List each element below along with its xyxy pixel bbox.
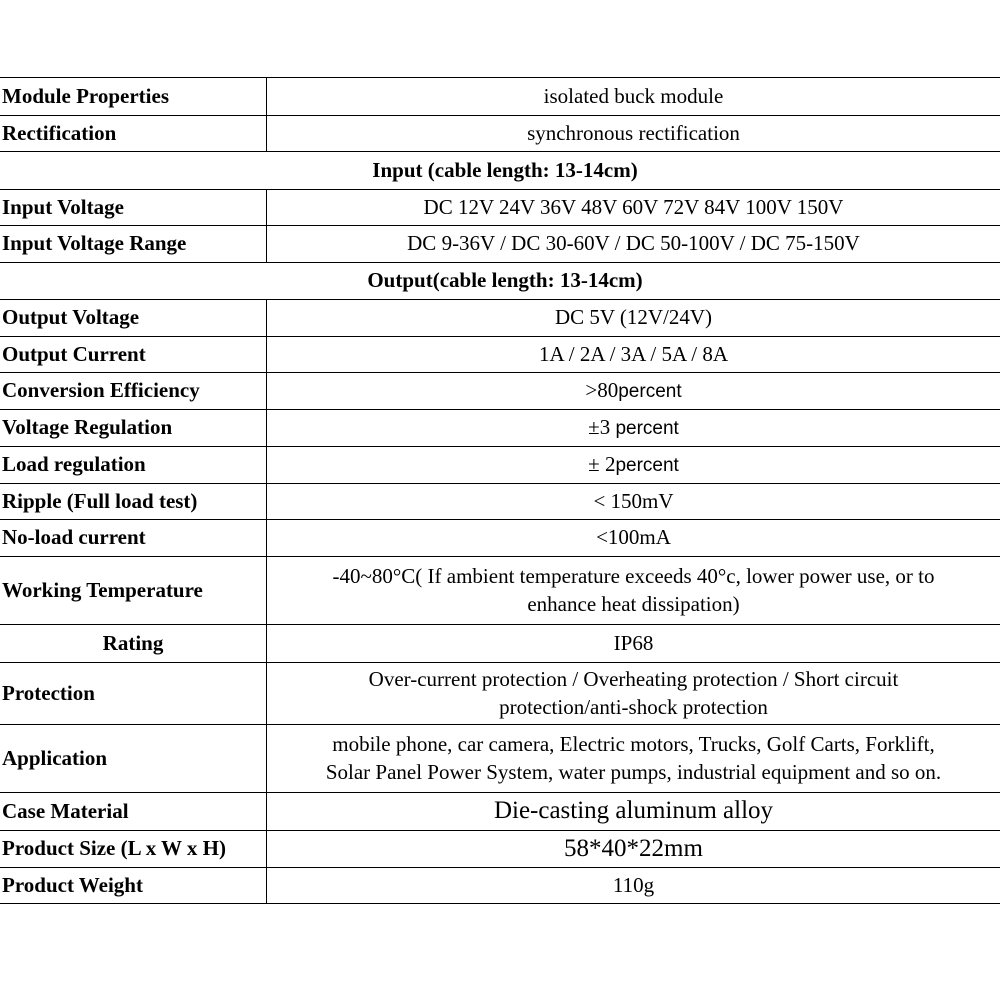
row-input-voltage-range bbox=[0, 226, 1000, 263]
load-regulation-unit: percent bbox=[615, 455, 679, 477]
voltage-regulation-unit: percent bbox=[615, 418, 679, 440]
row-product-size bbox=[0, 831, 1000, 868]
working-temperature-line2: enhance heat dissipation) bbox=[527, 591, 740, 616]
value-module-properties: isolated buck module bbox=[267, 78, 1000, 116]
label-no-load-current: No-load current bbox=[0, 520, 267, 557]
label-product-size: Product Size (L x W x H) bbox=[0, 831, 267, 868]
row-load-regulation bbox=[0, 447, 1000, 484]
row-voltage-regulation bbox=[0, 410, 1000, 447]
label-rating: Rating bbox=[0, 625, 267, 663]
row-output-current bbox=[0, 337, 1000, 373]
label-ripple: Ripple (Full load test) bbox=[0, 484, 267, 520]
row-working-temperature bbox=[0, 557, 1000, 625]
label-application: Application bbox=[0, 725, 267, 793]
value-product-size: 58*40*22mm bbox=[267, 831, 1000, 868]
value-application bbox=[267, 725, 1000, 793]
value-input-voltage-range: DC 9-36V / DC 30-60V / DC 50-100V / DC 75-150V bbox=[267, 226, 1000, 263]
row-product-weight bbox=[0, 868, 1000, 904]
value-conversion-efficiency bbox=[267, 373, 1000, 410]
protection-line2: protection/anti-shock protection bbox=[499, 694, 768, 719]
section-input-header bbox=[0, 152, 1000, 190]
row-no-load-current bbox=[0, 520, 1000, 557]
row-ripple bbox=[0, 484, 1000, 520]
label-output-current: Output Current bbox=[0, 337, 267, 373]
value-working-temperature bbox=[267, 557, 1000, 625]
value-output-current: 1A / 2A / 3A / 5A / 8A bbox=[267, 337, 1000, 373]
value-output-voltage: DC 5V (12V/24V) bbox=[267, 300, 1000, 337]
row-conversion-efficiency bbox=[0, 373, 1000, 410]
conversion-efficiency-number: >80 bbox=[585, 378, 619, 403]
application-line2: Solar Panel Power System, water pumps, industrial equipment and so on. bbox=[325, 759, 942, 784]
label-case-material: Case Material bbox=[0, 793, 267, 831]
output-header-text: Output(cable length: 13-14cm) bbox=[367, 268, 643, 293]
label-module-properties: Module Properties bbox=[0, 78, 267, 116]
voltage-regulation-number: ±3 bbox=[588, 415, 611, 440]
value-voltage-regulation bbox=[267, 410, 1000, 447]
label-conversion-efficiency: Conversion Efficiency bbox=[0, 373, 267, 410]
value-rating: IP68 bbox=[267, 625, 1000, 663]
value-no-load-current: <100mA bbox=[267, 520, 1000, 557]
label-output-voltage: Output Voltage bbox=[0, 300, 267, 337]
row-rectification bbox=[0, 116, 1000, 152]
label-input-voltage-range: Input Voltage Range bbox=[0, 226, 267, 263]
spec-table bbox=[0, 77, 1000, 904]
section-input bbox=[0, 152, 1000, 190]
value-product-weight: 110g bbox=[267, 868, 1000, 904]
value-load-regulation bbox=[267, 447, 1000, 484]
value-input-voltage: DC 12V 24V 36V 48V 60V 72V 84V 100V 150V bbox=[267, 190, 1000, 226]
row-protection bbox=[0, 663, 1000, 725]
label-product-weight: Product Weight bbox=[0, 868, 267, 904]
label-load-regulation: Load regulation bbox=[0, 447, 267, 484]
value-rectification: synchronous rectification bbox=[267, 116, 1000, 152]
label-working-temperature: Working Temperature bbox=[0, 557, 267, 625]
value-case-material: Die-casting aluminum alloy bbox=[267, 793, 1000, 831]
label-protection: Protection bbox=[0, 663, 267, 725]
row-output-voltage bbox=[0, 300, 1000, 337]
section-output bbox=[0, 263, 1000, 300]
row-module-properties bbox=[0, 78, 1000, 116]
input-header-text: Input (cable length: 13-14cm) bbox=[372, 157, 638, 182]
row-application bbox=[0, 725, 1000, 793]
section-output-header bbox=[0, 263, 1000, 300]
working-temperature-line1: -40~80°C( If ambient temperature exceeds 40°c, lower power use, or to bbox=[332, 564, 935, 589]
row-input-voltage bbox=[0, 190, 1000, 226]
label-input-voltage: Input Voltage bbox=[0, 190, 267, 226]
value-protection bbox=[267, 663, 1000, 725]
label-voltage-regulation: Voltage Regulation bbox=[0, 410, 267, 447]
row-rating bbox=[0, 625, 1000, 663]
value-ripple: < 150mV bbox=[267, 484, 1000, 520]
load-regulation-number: ± 2 bbox=[588, 452, 616, 477]
conversion-efficiency-unit: percent bbox=[618, 381, 682, 403]
application-line1: mobile phone, car camera, Electric motors, Trucks, Golf Carts, Forklift, bbox=[332, 732, 935, 757]
protection-line1: Over-current protection / Overheating protection / Short circuit bbox=[368, 667, 899, 692]
label-rectification: Rectification bbox=[0, 116, 267, 152]
row-case-material bbox=[0, 793, 1000, 831]
